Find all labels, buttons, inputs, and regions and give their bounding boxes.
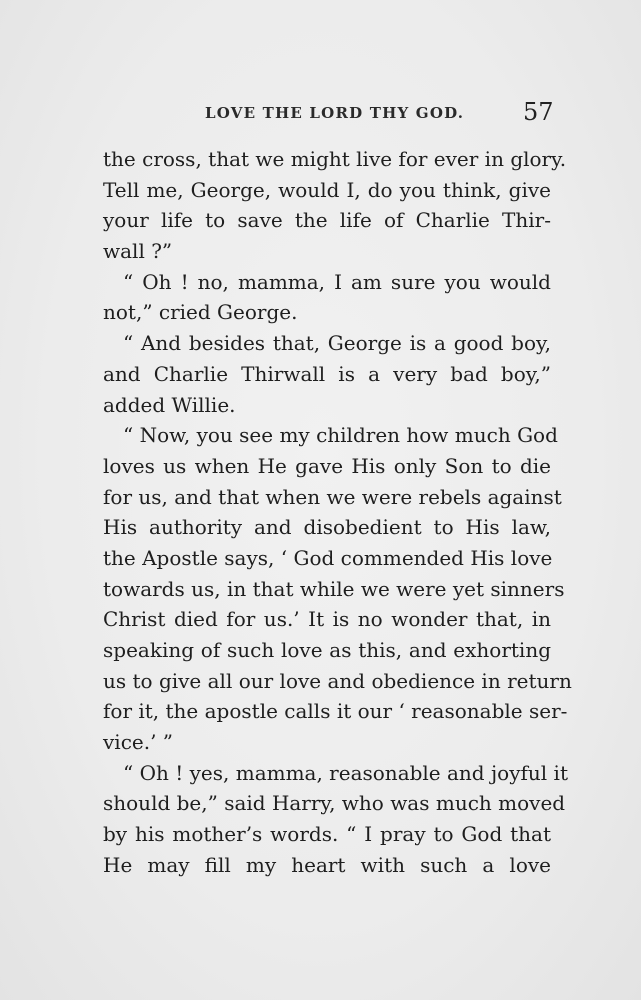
text-line: for us, and that when we were rebels against: [103, 484, 562, 509]
text-line: should be,” said Harry, who was much moved: [103, 791, 566, 816]
text-line: “ Oh ! no, mamma, I am sure you would: [123, 269, 551, 294]
running-title: LOVE THE LORD THY GOD.: [205, 104, 465, 122]
text-line: the Apostle says, ‘ God commended His love: [103, 545, 553, 570]
text-line: speaking of such love as this, and exhorting: [103, 638, 551, 662]
text-line: wall ?”: [103, 239, 173, 264]
text-line: added Willie.: [103, 392, 236, 417]
text-line: and Charlie Thirwall is a very bad boy,”: [103, 361, 551, 386]
text-line: loves us when He gave His only Son to die: [103, 453, 551, 478]
text-line: vice.’ ”: [103, 730, 174, 755]
text-line: Tell me, George, would I, do you think, give: [103, 177, 551, 202]
text-line: “ And besides that, George is a good boy,: [123, 331, 551, 356]
text-line: not,” cried George.: [103, 300, 298, 325]
text-line: your life to save the life of Charlie Thir-: [103, 208, 551, 233]
text-line: “ Now, you see my children how much God: [123, 423, 558, 448]
text-line: us to give all our love and obedience in return: [103, 668, 572, 693]
page-number: 57: [523, 98, 554, 126]
text-line: His authority and disobedient to His law,: [103, 515, 551, 540]
text-line: towards us, in that while we were yet sinners: [103, 576, 565, 601]
running-head: [0, 100, 641, 130]
text-line: He may fill my heart with such a love: [103, 852, 551, 877]
text-line: “ Oh ! yes, mamma, reasonable and joyful it: [123, 760, 568, 785]
body-text: [103, 144, 572, 881]
text-line: Christ died for us.’ It is no wonder that, in: [103, 607, 551, 632]
text-line: the cross, that we might live for ever in glory.: [103, 147, 567, 171]
text-line: for it, the apostle calls it our ‘ reasonable ser-: [103, 699, 568, 724]
text-line: by his mother’s words. “ I pray to God that: [103, 822, 551, 847]
